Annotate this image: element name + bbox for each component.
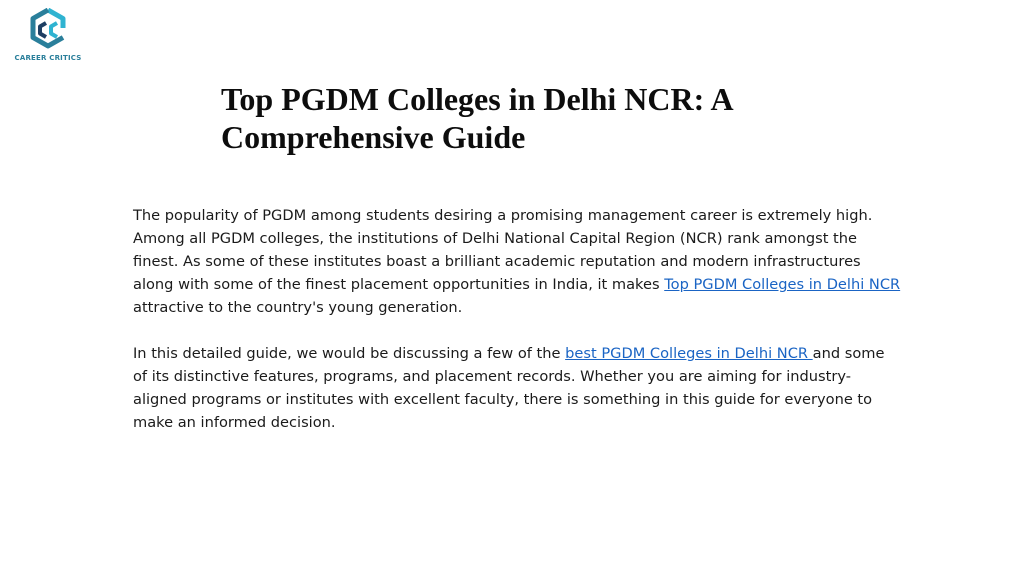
link-top-pgdm-colleges[interactable]: Top PGDM Colleges in Delhi NCR <box>664 276 901 293</box>
paragraph-text: and some of its distinctive features, programs, and placement records. Whether you are aiming for industry-aligned programs or institutes with excellent faculty, there is something in this guide for everyone to make an informed decision. <box>133 345 885 431</box>
article-body <box>133 204 903 457</box>
link-best-pgdm-colleges[interactable]: best PGDM Colleges in Delhi NCR <box>565 345 813 362</box>
paragraph-text: The popularity of PGDM among students desiring a promising management career is extremely high. Among all PGDM colleges, the institutions of Delhi National Capital Region (NCR) rank amongst the finest. As some of these institutes boast a brilliant academic reputation and modern infrastructures along with some of the finest placement opportunities in India, it makes <box>133 207 873 293</box>
paragraph-guide <box>133 342 903 434</box>
paragraph-text: attractive to the country's young generation. <box>133 299 463 316</box>
logo-text: CAREER CRITICS <box>14 54 82 62</box>
paragraph-intro <box>133 204 903 319</box>
paragraph-text: In this detailed guide, we would be discussing a few of the <box>133 345 566 362</box>
logo[interactable] <box>10 8 86 66</box>
career-critics-logo-icon <box>30 8 66 50</box>
page-title: Top PGDM Colleges in Delhi NCR: A Comprehensive Guide <box>221 81 732 155</box>
